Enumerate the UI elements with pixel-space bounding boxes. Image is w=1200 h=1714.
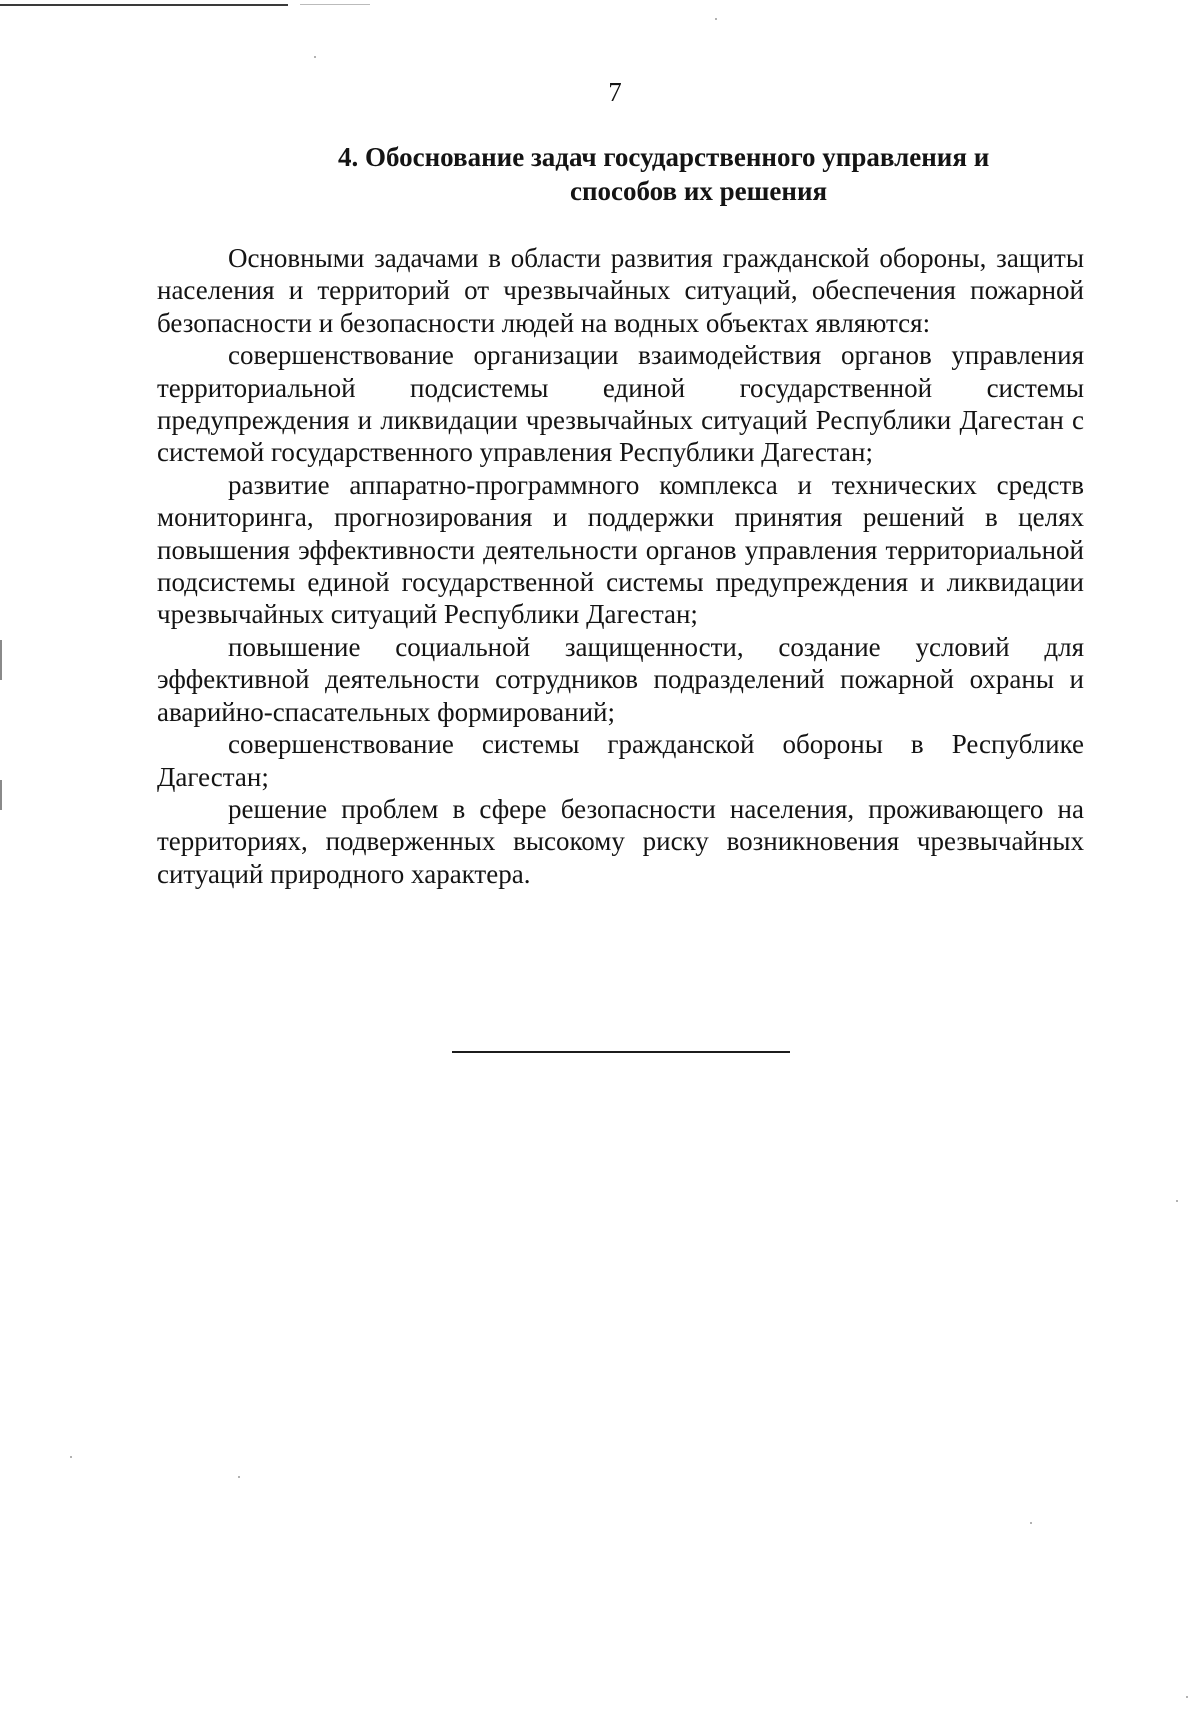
scan-artifact-edge xyxy=(0,780,2,810)
scan-artifact-line-faint xyxy=(300,4,370,5)
end-rule xyxy=(452,1051,790,1053)
section-title-line-1: 4. Обоснование задач государственного управления и xyxy=(338,142,990,172)
body-text xyxy=(157,242,1084,890)
scan-speck xyxy=(314,56,316,58)
scan-speck xyxy=(715,18,717,20)
paragraph-task: совершенствование организации взаимодействия органов управления территориальной подсистемы единой государственной системы предупреждения и ликвидации чрезвычайных ситуаций Республики Дагестан с системой государственного управления Республики Дагестан; xyxy=(157,340,1084,468)
scan-speck xyxy=(1186,1696,1188,1698)
scan-speck xyxy=(238,1476,240,1478)
scan-artifact-line xyxy=(0,4,288,6)
paragraph-intro: Основными задачами в области развития гражданской обороны, защиты населения и территорий от чрезвычайных ситуаций, обеспечения пожарной безопасности и безопасности людей на водных объектах являются: xyxy=(157,243,1084,338)
scan-speck xyxy=(70,1456,72,1458)
scan-speck xyxy=(1030,1522,1032,1524)
paragraph-task: решение проблем в сфере безопасности населения, проживающего на территориях, подверженных высокому риску возникновения чрезвычайных ситуаций природного характера. xyxy=(157,793,1084,889)
paragraph-task: развитие аппаратно-программного комплекса и технических средств мониторинга, прогнозирования и поддержки принятия решений в целях повышения эффективности деятельности органов управления территориальной подсистемы единой государственной системы предупреждения и ликвидации чрезвычайных ситуаций Республики Дагестан; xyxy=(157,469,1084,630)
page-number: 7 xyxy=(608,77,622,107)
scan-artifact-edge xyxy=(0,640,2,680)
section-title xyxy=(300,140,1100,208)
paragraph-task: повышение социальной защищенности, создание условий для эффективной деятельности сотрудников подразделений пожарной охраны и аварийно-спасательных формирований; xyxy=(157,631,1084,727)
section-title-line-2: способов их решения xyxy=(570,176,828,206)
paragraph-task: совершенствование системы гражданской обороны в Республике Дагестан; xyxy=(157,729,1084,792)
scan-speck xyxy=(1176,1200,1178,1202)
